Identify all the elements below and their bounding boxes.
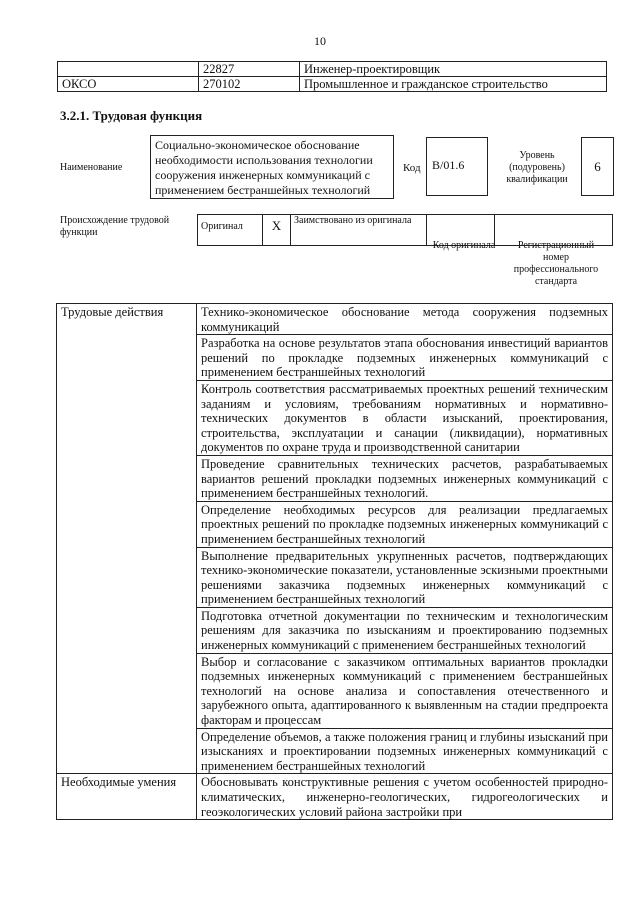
- page-number: 10: [314, 34, 326, 48]
- function-name: Социально-экономическое обоснование необходимости использования технологии сооружения инженерных коммуникаций с применением бестраншейных технологий: [150, 135, 394, 199]
- classifier-code: 270102: [199, 77, 300, 92]
- classifier-name: Инженер-проектировщик: [300, 62, 607, 77]
- labor-action-item: Выбор и согласование с заказчиком оптимальных вариантов прокладки подземных инженерных коммуникаций с применением бестраншейных технологий на основе анализа и сопоставления отечественного и зарубежного опыта, адаптированного к выявленным на стадии предпроекта факторам и процессам: [197, 653, 613, 728]
- classifier-code: 22827: [199, 62, 300, 77]
- classifier-cell: ОКСО: [58, 77, 199, 92]
- labor-action-item: Разработка на основе результатов этапа обоснования инвестиций вариантов решений по прокладке подземных инженерных коммуникаций с применением бестраншейных технологий: [197, 335, 613, 381]
- original-label: Оригинал: [198, 215, 263, 246]
- level-label: Уровень (подуровень) квалификации: [506, 150, 568, 185]
- registration-caption: Регистрационный номер профессионального стандарта: [513, 240, 599, 287]
- table-row: [58, 62, 607, 77]
- labor-action-item: Технико-экономическое обоснование метода сооружения подземных коммуникаций: [197, 304, 613, 335]
- classifier-cell: [58, 62, 199, 77]
- code-label: Код: [403, 162, 421, 174]
- name-label: Наименование: [60, 162, 123, 173]
- labor-action-item: Определение объемов, а также положения границ и глубины изысканий при изысканиях и проектировании подземных инженерных коммуникаций с применением бестраншейных технологий: [197, 728, 613, 774]
- section-title: 3.2.1. Трудовая функция: [60, 108, 203, 123]
- labor-function-table: [56, 303, 613, 820]
- labor-action-item: Определение необходимых ресурсов для реализации предлагаемых проектных решений по прокладке подземных инженерных коммуникаций с применением бестраншейных технологий: [197, 501, 613, 547]
- skill-item: Обосновывать конструктивные решения с учетом особенностей природно-климатических, инженерно-геологических, гидрогеологических и геоэкологических условий района застройки при: [197, 774, 613, 820]
- function-code: В/01.6: [426, 137, 488, 196]
- classifier-table: [57, 61, 607, 92]
- labor-action-item: Подготовка отчетной документации по техническим и технологическим решениям для заказчика по изысканиям и проектированию подземных инженерных коммуникаций с применением бестраншейных технологий: [197, 607, 613, 653]
- labor-action-item: Выполнение предварительных укрупненных расчетов, подтверждающих технико-экономические показатели, установленные эскизными проектными решениями заказчика подземных инженерных коммуникаций с применением бестраншейных технологий: [197, 547, 613, 607]
- classifier-name: Промышленное и гражданское строительство: [300, 77, 607, 92]
- code-caption: Код оригинала: [432, 240, 496, 251]
- labor-action-item: Проведение сравнительных технических расчетов, разрабатываемых вариантов решений прокладки подземных инженерных коммуникаций с применением бестраншейных технологий.: [197, 455, 613, 501]
- table-row: [57, 304, 613, 335]
- table-row: [58, 77, 607, 92]
- skills-label: Необходимые умения: [57, 774, 197, 820]
- qualification-level: 6: [581, 137, 614, 196]
- original-mark: X: [263, 215, 291, 246]
- labor-actions-label: Трудовые действия: [57, 304, 197, 774]
- origin-label: Происхождение трудовой функции: [60, 215, 170, 238]
- labor-action-item: Контроль соответствия рассматриваемых проектных решений техническим заданиям и условиям, требованиям нормативных и нормативно-технических документов в области изысканий, проектирования, строительства, эксплуатации и санации (ликвидации), нормативных документов по охране труда и производственной санитарии: [197, 380, 613, 455]
- borrowed-label: Заимствовано из оригинала: [291, 215, 427, 246]
- table-row: [57, 774, 613, 820]
